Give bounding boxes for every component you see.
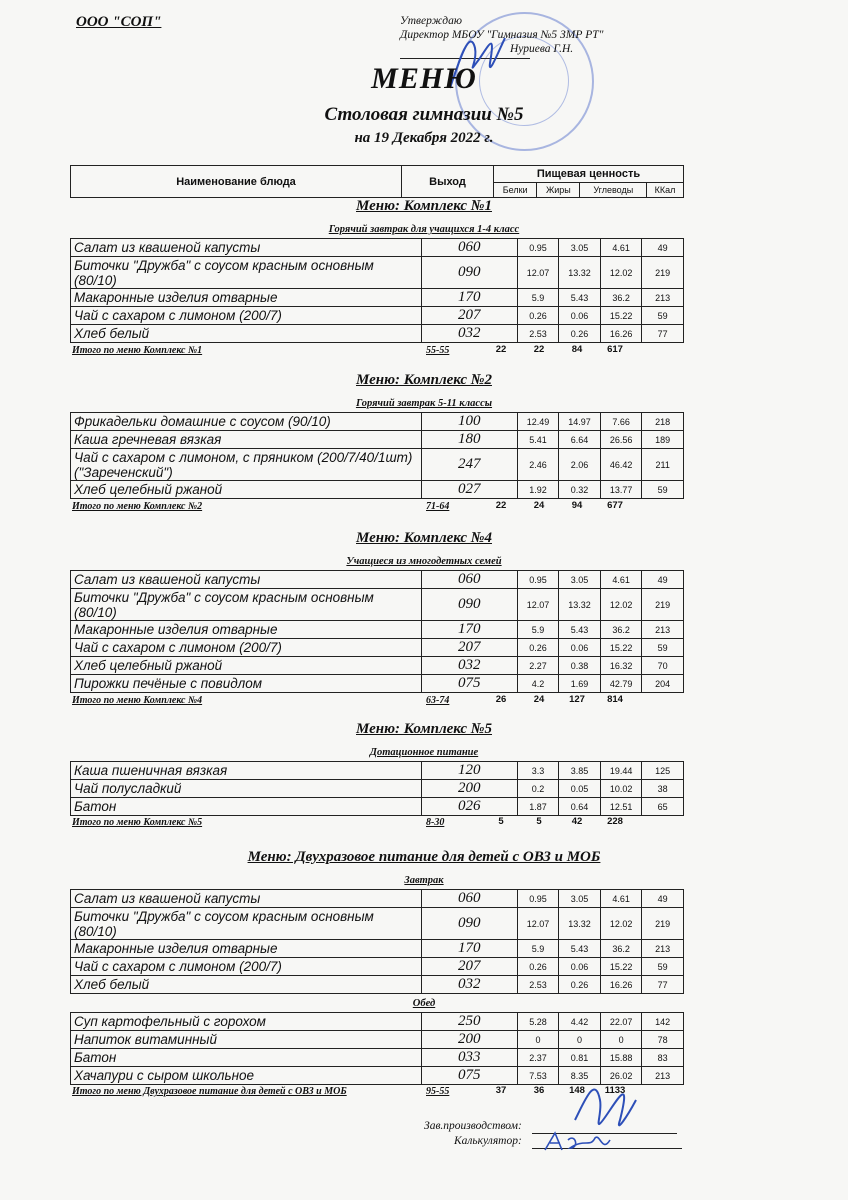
nutrition-k: 49 [642,890,684,908]
dish-name: Батон [71,798,422,816]
nutrition-b: 2.46 [517,449,559,481]
dish-output: 075 [421,1067,517,1085]
section-title [0,372,848,389]
dish-output: 207 [421,958,517,976]
nutrition-g: 0.64 [559,798,601,816]
dish-output: 032 [421,976,517,994]
nutrition-u: 12.51 [600,798,642,816]
nutrition-k: 70 [642,657,684,675]
table-row [71,413,684,431]
group-subtitle [0,747,848,758]
nutrition-g: 13.32 [559,589,601,621]
dish-name: Макаронные изделия отварные [71,621,422,639]
nutrition-g: 5.43 [559,289,601,307]
dish-output: 120 [421,762,517,780]
dish-name: Хлеб белый [71,976,422,994]
dish-output: 100 [421,413,517,431]
nutrition-b: 12.07 [517,257,559,289]
total-g: 5 [536,816,542,827]
nutrition-k: 125 [642,762,684,780]
calculator-label: Калькулятор: [454,1135,522,1147]
dish-output: 032 [421,325,517,343]
dish-name: Чай с сахаром с лимоном (200/7) [71,639,422,657]
total-u: 148 [569,1085,585,1096]
total-k: 677 [607,500,623,511]
table-row [71,621,684,639]
dish-name: Биточки "Дружба" с соусом красным основным (80/10) [71,908,422,940]
nutrition-b: 0.26 [517,307,559,325]
table-row [71,762,684,780]
table-row [71,307,684,325]
nutrition-k: 77 [642,976,684,994]
total-b: 22 [495,500,507,511]
nutrition-u: 16.32 [600,657,642,675]
nutrition-u: 16.26 [600,976,642,994]
total-output: 63-74 [426,695,450,706]
nutrition-k: 59 [642,481,684,499]
group-subtitle-text: Горячий завтрак 5-11 классы [355,398,493,409]
nutrition-u: 10.02 [600,780,642,798]
nutrition-k: 213 [642,621,684,639]
dish-name: Салат из квашеной капусты [71,890,422,908]
nutrition-b: 5.28 [517,1013,559,1031]
nutrition-g: 3.05 [559,571,601,589]
nutrition-b: 0.95 [517,890,559,908]
nutrition-k: 219 [642,257,684,289]
nutrition-u: 15.22 [600,639,642,657]
total-output: 71-64 [426,501,450,512]
section-title [0,849,848,866]
nutrition-g: 0.06 [559,639,601,657]
dish-output: 170 [421,940,517,958]
menu-table [70,889,684,994]
total-label: Итого по меню Комплекс №1 [72,345,203,356]
menu-table [70,238,684,343]
nutrition-b: 12.07 [517,908,559,940]
table-row [71,958,684,976]
page-subtitle: Столовая гимназии №5 [324,104,524,125]
nutrition-k: 204 [642,675,684,693]
total-label: Итого по меню Комплекс №4 [72,695,203,706]
dish-output: 207 [421,639,517,657]
total-b: 5 [498,816,504,827]
dish-output: 027 [421,481,517,499]
group-subtitle-text: Завтрак [404,875,444,886]
nutrition-k: 213 [642,940,684,958]
total-u: 84 [571,344,583,355]
nutrition-u: 12.02 [600,257,642,289]
table-row [71,431,684,449]
total-label: Итого по меню Двухразовое питание для детей с ОВЗ и МОБ [72,1086,347,1097]
nutrition-b: 5.41 [517,431,559,449]
dish-name: Чай полусладкий [71,780,422,798]
dish-name: Напиток витаминный [71,1031,422,1049]
total-k: 228 [607,816,623,827]
total-output: 55-55 [426,345,450,356]
total-output: 95-55 [426,1086,450,1097]
nutrition-u: 19.44 [600,762,642,780]
menu-table [70,761,684,816]
dish-name: Чай с сахаром с лимоном (200/7) [71,958,422,976]
nutrition-u: 12.02 [600,908,642,940]
nutrition-k: 219 [642,589,684,621]
nutrition-g: 5.43 [559,940,601,958]
col-carbs: Углеводы [580,183,647,198]
group-subtitle-text: Дотационное питание [369,747,479,758]
nutrition-k: 213 [642,1067,684,1085]
table-row [71,325,684,343]
nutrition-u: 15.22 [600,958,642,976]
nutrition-g: 3.05 [559,890,601,908]
nutrition-u: 12.02 [600,589,642,621]
nutrition-b: 5.9 [517,940,559,958]
group-subtitle-text: Учащиеся из многодетных семей [346,556,502,567]
nutrition-k: 59 [642,958,684,976]
dish-name: Чай с сахаром с лимоном, с пряником (200/7/40/1шт) ("Зареченский") [71,449,422,481]
nutrition-b: 1.87 [517,798,559,816]
table-row [71,657,684,675]
group-subtitle [0,875,848,886]
nutrition-g: 3.05 [559,239,601,257]
table-row [71,890,684,908]
group-subtitle [0,998,848,1009]
dish-name: Макаронные изделия отварные [71,289,422,307]
table-row [71,289,684,307]
nutrition-k: 38 [642,780,684,798]
nutrition-g: 4.42 [559,1013,601,1031]
total-label: Итого по меню Комплекс №5 [72,817,203,828]
table-row [71,675,684,693]
nutrition-u: 36.2 [600,289,642,307]
total-u: 42 [571,816,583,827]
menu-table [70,570,684,693]
nutrition-g: 8.35 [559,1067,601,1085]
col-fats: Жиры [537,183,580,198]
section-title-text: Меню: Комплекс №1 [356,198,492,214]
column-header [70,165,684,198]
dish-name: Биточки "Дружба" с соусом красным основным (80/10) [71,257,422,289]
nutrition-g: 0.05 [559,780,601,798]
table-row [71,571,684,589]
dish-output: 170 [421,621,517,639]
dish-name: Каша гречневая вязкая [71,431,422,449]
col-output: Выход [402,166,494,198]
nutrition-k: 65 [642,798,684,816]
nutrition-u: 13.77 [600,481,642,499]
nutrition-k: 49 [642,239,684,257]
dish-name: Хачапури с сыром школьное [71,1067,422,1085]
table-row [71,481,684,499]
nutrition-g: 0 [559,1031,601,1049]
nutrition-u: 4.61 [600,239,642,257]
dish-name: Чай с сахаром с лимоном (200/7) [71,307,422,325]
nutrition-k: 211 [642,449,684,481]
nutrition-b: 0.26 [517,639,559,657]
organization-name: ООО "СОП" [76,14,162,30]
total-u: 127 [569,694,585,705]
nutrition-u: 4.61 [600,890,642,908]
approval-name: Нуриева Г.Н. [510,43,574,55]
nutrition-u: 15.22 [600,307,642,325]
nutrition-u: 15.88 [600,1049,642,1067]
dish-output: 207 [421,307,517,325]
total-g: 24 [533,694,545,705]
nutrition-g: 1.69 [559,675,601,693]
nutrition-g: 0.26 [559,976,601,994]
calculator-signature [540,1128,620,1158]
nutrition-u: 42.79 [600,675,642,693]
total-g: 24 [533,500,545,511]
nutrition-u: 7.66 [600,413,642,431]
table-row [71,976,684,994]
dish-name: Хлеб белый [71,325,422,343]
dish-output: 247 [421,449,517,481]
nutrition-u: 16.26 [600,325,642,343]
nutrition-k: 218 [642,413,684,431]
table-row [71,639,684,657]
nutrition-k: 142 [642,1013,684,1031]
total-output: 8-30 [426,817,445,828]
total-b: 37 [495,1085,507,1096]
nutrition-b: 0.95 [517,571,559,589]
section-title-text: Меню: Двухразовое питание для детей с ОВЗ и МОБ [247,849,601,865]
group-subtitle-text: Горячий завтрак для учащихся 1-4 класс [328,224,520,235]
nutrition-b: 2.53 [517,325,559,343]
table-row [71,1013,684,1031]
table-row [71,1031,684,1049]
table-row [71,908,684,940]
nutrition-b: 5.9 [517,621,559,639]
nutrition-g: 0.32 [559,481,601,499]
page-title: МЕНЮ [371,62,477,95]
dish-output: 060 [421,890,517,908]
nutrition-u: 26.02 [600,1067,642,1085]
dish-output: 090 [421,589,517,621]
nutrition-u: 22.07 [600,1013,642,1031]
nutrition-g: 0.81 [559,1049,601,1067]
nutrition-g: 0.38 [559,657,601,675]
dish-name: Салат из квашеной капусты [71,571,422,589]
section-title-text: Меню: Комплекс №5 [356,721,492,737]
dish-output: 250 [421,1013,517,1031]
total-k: 814 [607,694,623,705]
nutrition-g: 0.06 [559,958,601,976]
section-title-text: Меню: Комплекс №2 [356,372,492,388]
nutrition-k: 213 [642,289,684,307]
dish-output: 090 [421,257,517,289]
nutrition-g: 0.06 [559,307,601,325]
dish-name: Макаронные изделия отварные [71,940,422,958]
nutrition-b: 7.53 [517,1067,559,1085]
nutrition-k: 49 [642,571,684,589]
dish-output: 033 [421,1049,517,1067]
nutrition-b: 4.2 [517,675,559,693]
dish-output: 200 [421,780,517,798]
nutrition-g: 13.32 [559,908,601,940]
dish-name: Хлеб целебный ржаной [71,657,422,675]
col-kcal: ККал [647,183,684,198]
dish-output: 060 [421,239,517,257]
dish-name: Фрикадельки домашние с соусом (90/10) [71,413,422,431]
total-b: 22 [495,344,507,355]
total-k: 617 [607,344,623,355]
dish-output: 170 [421,289,517,307]
nutrition-k: 77 [642,325,684,343]
dish-name: Суп картофельный с горохом [71,1013,422,1031]
table-row [71,449,684,481]
dish-output: 060 [421,571,517,589]
col-nutrition: Пищевая ценность [494,166,684,183]
nutrition-g: 5.43 [559,621,601,639]
nutrition-g: 0.26 [559,325,601,343]
approval-label: Утверждаю [400,15,462,27]
dish-name: Биточки "Дружба" с соусом красным основным (80/10) [71,589,422,621]
total-label: Итого по меню Комплекс №2 [72,501,203,512]
dish-name: Каша пшеничная вязкая [71,762,422,780]
table-row [71,589,684,621]
group-subtitle [0,556,848,567]
dish-name: Пирожки печёные с повидлом [71,675,422,693]
nutrition-b: 12.07 [517,589,559,621]
table-row [71,940,684,958]
section-title-text: Меню: Комплекс №4 [356,530,492,546]
nutrition-b: 2.37 [517,1049,559,1067]
nutrition-k: 59 [642,639,684,657]
table-row [71,798,684,816]
table-row [71,239,684,257]
section-title [0,198,848,215]
nutrition-u: 46.42 [600,449,642,481]
dish-output: 026 [421,798,517,816]
table-row [71,780,684,798]
nutrition-b: 5.9 [517,289,559,307]
nutrition-b: 2.27 [517,657,559,675]
total-g: 22 [533,344,545,355]
dish-output: 075 [421,675,517,693]
dish-name: Батон [71,1049,422,1067]
nutrition-k: 219 [642,908,684,940]
table-row [71,257,684,289]
nutrition-b: 0.2 [517,780,559,798]
nutrition-u: 4.61 [600,571,642,589]
total-b: 26 [495,694,507,705]
nutrition-k: 83 [642,1049,684,1067]
nutrition-u: 36.2 [600,621,642,639]
col-dish: Наименование блюда [71,166,402,198]
nutrition-b: 0.26 [517,958,559,976]
section-title [0,721,848,738]
nutrition-u: 0 [600,1031,642,1049]
dish-name: Салат из квашеной капусты [71,239,422,257]
group-subtitle [0,398,848,409]
group-subtitle-text: Обед [412,998,436,1009]
total-k: 1133 [604,1085,626,1096]
dish-output: 032 [421,657,517,675]
section-title [0,530,848,547]
approval-position: Директор МБОУ "Гимназия №5 ЗМР РТ" [400,29,604,41]
group-subtitle [0,224,848,235]
total-g: 36 [533,1085,545,1096]
menu-date: на 19 Декабря 2022 г. [354,130,494,146]
nutrition-k: 59 [642,307,684,325]
nutrition-u: 26.56 [600,431,642,449]
nutrition-b: 1.92 [517,481,559,499]
nutrition-b: 12.49 [517,413,559,431]
nutrition-g: 3.85 [559,762,601,780]
nutrition-k: 78 [642,1031,684,1049]
nutrition-u: 36.2 [600,940,642,958]
nutrition-g: 14.97 [559,413,601,431]
nutrition-k: 189 [642,431,684,449]
col-proteins: Белки [494,183,537,198]
dish-output: 200 [421,1031,517,1049]
nutrition-g: 13.32 [559,257,601,289]
menu-table [70,412,684,499]
nutrition-b: 0.95 [517,239,559,257]
nutrition-g: 6.64 [559,431,601,449]
dish-name: Хлеб целебный ржаной [71,481,422,499]
total-u: 94 [571,500,583,511]
nutrition-b: 2.53 [517,976,559,994]
nutrition-b: 3.3 [517,762,559,780]
dish-output: 090 [421,908,517,940]
dish-output: 180 [421,431,517,449]
nutrition-g: 2.06 [559,449,601,481]
production-label: Зав.производством: [424,1120,522,1132]
nutrition-b: 0 [517,1031,559,1049]
